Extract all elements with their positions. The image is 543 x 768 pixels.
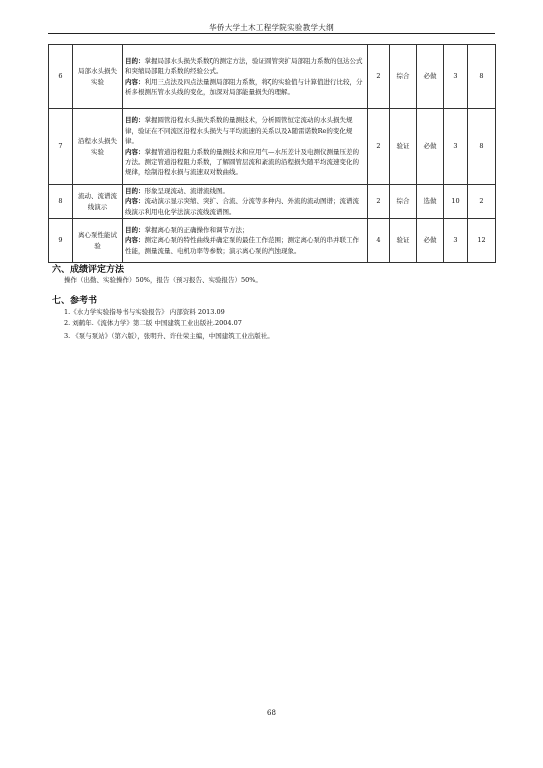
references-section-heading: 七、参考书	[52, 296, 98, 306]
experiment-name: 沿程水头损失实验	[73, 109, 123, 185]
content-label: 内容：	[125, 197, 145, 206]
hours: 2	[368, 45, 390, 109]
group-size: 3	[444, 45, 468, 109]
purpose-label: 目的：	[125, 186, 145, 195]
table-row	[49, 185, 496, 219]
purpose-label: 目的：	[125, 225, 145, 234]
experiment-description	[123, 45, 368, 109]
experiment-type: 验证	[390, 219, 417, 263]
experiment-description	[123, 185, 368, 219]
group-size: 3	[444, 219, 468, 263]
group-size: 3	[444, 109, 468, 185]
requirement: 必做	[417, 109, 444, 185]
reference-item: 2. 刘鹤年.《流体力学》第二版 中国建筑工业出版社.2004.07	[64, 319, 242, 327]
experiment-name: 流动、流谱流线演示	[73, 185, 123, 219]
equipment-sets: 8	[468, 45, 496, 109]
content-text: 利用三点法及四点法量测局部阻力系数，将ζ的实验值与计算值进行比较，分析多根测压管水头线的变化，加深对局部能量损失的理解。	[125, 77, 363, 96]
purpose-label: 目的：	[125, 56, 145, 65]
reference-item: 3. 《泵与泵站》（第六版），张明升、许仕荣主编，中国建筑工业出版社。	[64, 332, 274, 340]
content-label: 内容：	[125, 147, 145, 156]
grading-text: 操作（出勤、实验操作）50%，报告（预习报告、实验报告）50%。	[64, 276, 262, 284]
purpose-text: 掌握离心泵的正确操作和调节方法；	[144, 225, 249, 234]
requirement: 必做	[417, 219, 444, 263]
equipment-sets: 12	[468, 219, 496, 263]
group-size: 10	[444, 185, 468, 219]
experiment-name: 局部水头损失实验	[73, 45, 123, 109]
experiment-description	[123, 219, 368, 263]
requirement: 选做	[417, 185, 444, 219]
row-number: 6	[49, 45, 73, 109]
content-label: 内容：	[125, 77, 145, 86]
equipment-sets: 2	[468, 185, 496, 219]
experiment-name: 离心泵性能试验	[73, 219, 123, 263]
content-text: 流动演示显示突缩、突扩、合流、分流等多种内、外流的流动图谱；流谱流线演示利用电化学法演示流线流谱图。	[125, 197, 359, 216]
header-rule	[48, 33, 495, 34]
content-text: 掌握管道沿程阻力系数的量测技术和应用气—水压差计及电测仪测量压差的方法。测定管道沿程阻力系数，了解圆管层流和紊流的沿程损失随平均流速变化的规律，绘制沿程水损与流速双对数曲线。	[125, 147, 359, 177]
row-number: 8	[49, 185, 73, 219]
purpose-text: 形象呈现流动、流谱流线图。	[144, 186, 229, 195]
reference-item: 1.《水力学实验指导书与实验报告》 内部资料 2013.09	[64, 308, 225, 316]
row-number: 7	[49, 109, 73, 185]
equipment-sets: 8	[468, 109, 496, 185]
table-row	[49, 45, 496, 109]
purpose-text: 掌握局部水头损失系数ζ的测定方法，验证圆管突扩局部阻力系数的包达公式和突缩局部阻力系数的经验公式。	[125, 56, 363, 76]
row-number: 9	[49, 219, 73, 263]
hours: 4	[368, 219, 390, 263]
experiment-type: 验证	[390, 109, 417, 185]
table-row	[49, 109, 496, 185]
content-text: 测定离心泵的特性曲线并确定泵的最佳工作范围；测定离心泵的串并联工作性能，测量流量、电机功率等参数；演示离心泵的汽蚀现象。	[125, 236, 359, 255]
hours: 2	[368, 185, 390, 219]
grading-section-heading: 六、成绩评定方法	[52, 265, 125, 275]
document-header-title: 华侨大学土木工程学院实验教学大纲	[209, 23, 334, 32]
hours: 2	[368, 109, 390, 185]
table-row	[49, 219, 496, 263]
content-label: 内容：	[125, 236, 145, 245]
experiment-table	[48, 44, 496, 263]
experiment-type: 综合	[390, 45, 417, 109]
purpose-label: 目的：	[125, 116, 145, 125]
experiment-type: 综合	[390, 185, 417, 219]
page-number: 68	[267, 709, 276, 717]
requirement: 必做	[417, 45, 444, 109]
purpose-text: 掌握圆管沿程水头损失系数的量测技术，分析圆管恒定流动的水头损失规律，验证在不同流区沿程水头损失与平均流速的关系以及λ随雷诺数Re的变化规律。	[125, 116, 353, 146]
experiment-description	[123, 109, 368, 185]
